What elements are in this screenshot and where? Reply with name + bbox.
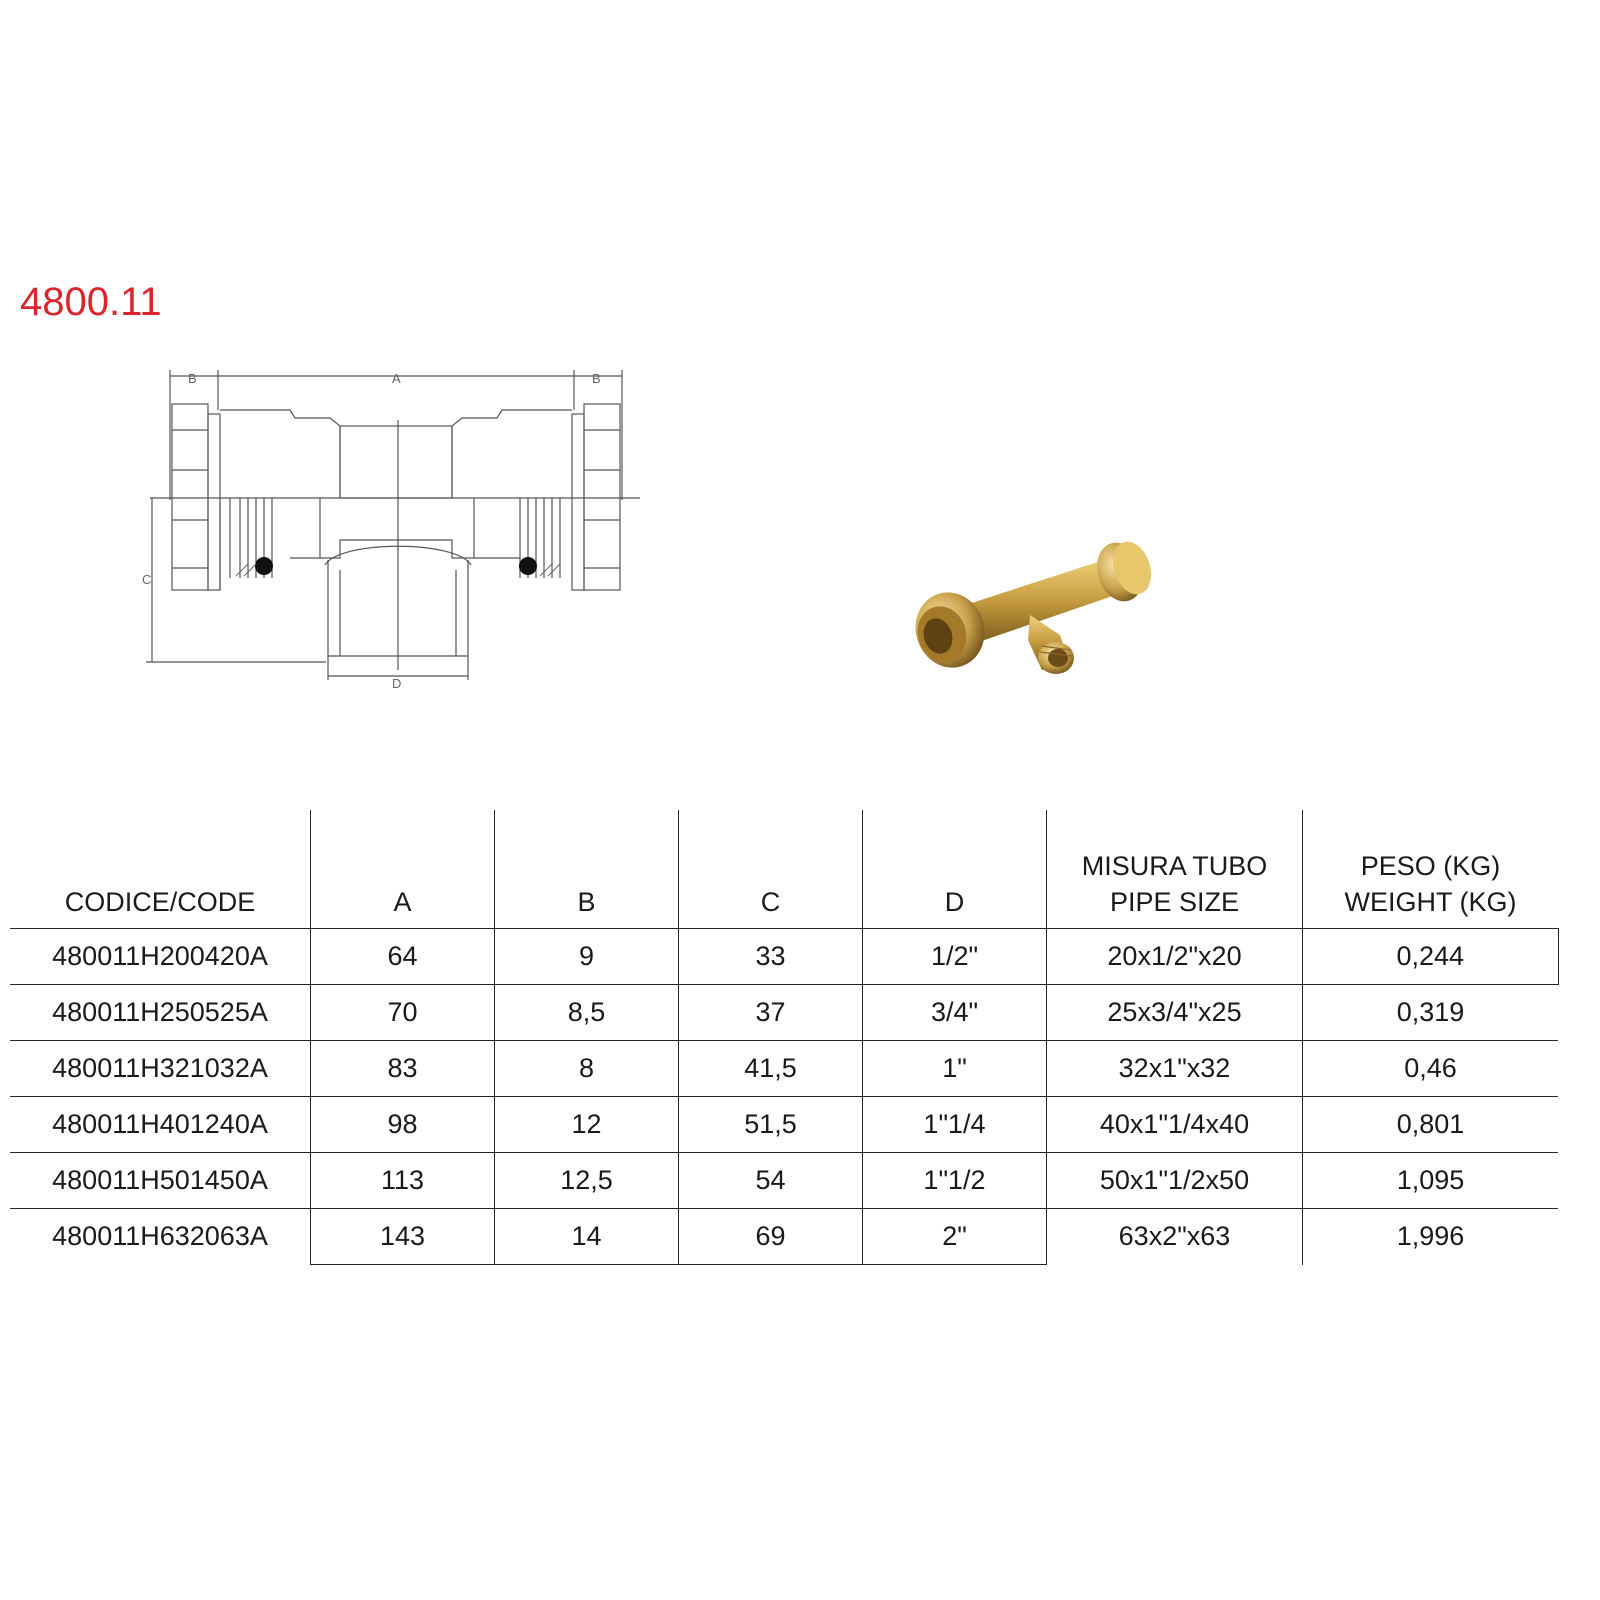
cell-code: 480011H250525A <box>10 985 311 1041</box>
product-photo <box>780 440 1300 780</box>
header-pipe-line2: PIPE SIZE <box>1109 887 1240 917</box>
header-c: C <box>679 810 863 929</box>
cell-pipe-size: 32x1"x32 <box>1047 1041 1303 1097</box>
header-b: B <box>495 810 679 929</box>
cell-pipe-size: 63x2"x63 <box>1047 1209 1303 1265</box>
cell-pipe-size: 20x1/2"x20 <box>1047 929 1303 985</box>
cell-d: 1/2" <box>863 929 1047 985</box>
cell-pipe-size: 50x1"1/2x50 <box>1047 1153 1303 1209</box>
header-weight <box>1303 810 1559 929</box>
header-weight-line1: PESO (KG) <box>1360 851 1501 881</box>
dim-label-b-right: B <box>592 371 601 386</box>
cell-c: 51,5 <box>679 1097 863 1153</box>
cell-code: 480011H632063A <box>10 1209 311 1265</box>
cell-d: 1"1/4 <box>863 1097 1047 1153</box>
cell-c: 54 <box>679 1153 863 1209</box>
cell-a: 83 <box>311 1041 495 1097</box>
cell-weight: 0,244 <box>1303 929 1559 985</box>
header-pipe-line1: MISURA TUBO <box>1081 851 1268 881</box>
cell-code: 480011H401240A <box>10 1097 311 1153</box>
cell-a: 64 <box>311 929 495 985</box>
cell-c: 33 <box>679 929 863 985</box>
table-row <box>10 929 1558 985</box>
table-row <box>10 1209 1558 1265</box>
cell-pipe-size: 25x3/4"x25 <box>1047 985 1303 1041</box>
cell-a: 113 <box>311 1153 495 1209</box>
cell-b: 8,5 <box>495 985 679 1041</box>
table-row <box>10 985 1558 1041</box>
dim-label-c: C <box>142 572 152 587</box>
cell-code: 480011H501450A <box>10 1153 311 1209</box>
cell-d: 1"1/2 <box>863 1153 1047 1209</box>
cell-d: 2" <box>863 1209 1047 1265</box>
dim-label-d: D <box>392 676 402 691</box>
o-ring-left <box>255 557 273 575</box>
cell-d: 3/4" <box>863 985 1047 1041</box>
dim-label-a: A <box>392 371 401 386</box>
table-row <box>10 1097 1558 1153</box>
o-ring-right <box>519 557 537 575</box>
cell-b: 12 <box>495 1097 679 1153</box>
cell-weight: 1,996 <box>1303 1209 1559 1265</box>
table-row <box>10 1153 1558 1209</box>
cell-code: 480011H200420A <box>10 929 311 985</box>
cell-b: 12,5 <box>495 1153 679 1209</box>
cell-pipe-size: 40x1"1/4x40 <box>1047 1097 1303 1153</box>
cell-c: 69 <box>679 1209 863 1265</box>
cell-b: 8 <box>495 1041 679 1097</box>
cell-b: 9 <box>495 929 679 985</box>
header-d: D <box>863 810 1047 929</box>
cell-a: 98 <box>311 1097 495 1153</box>
cell-weight: 1,095 <box>1303 1153 1559 1209</box>
cell-a: 70 <box>311 985 495 1041</box>
header-pipe-size <box>1047 810 1303 929</box>
table-header-row <box>10 810 1558 929</box>
cell-weight: 0,46 <box>1303 1041 1559 1097</box>
cell-c: 41,5 <box>679 1041 863 1097</box>
dim-label-b-left: B <box>188 371 197 386</box>
cell-weight: 0,801 <box>1303 1097 1559 1153</box>
header-code: CODICE/CODE <box>64 887 256 917</box>
cell-code: 480011H321032A <box>10 1041 311 1097</box>
cell-c: 37 <box>679 985 863 1041</box>
cell-d: 1" <box>863 1041 1047 1097</box>
header-a: A <box>311 810 495 929</box>
cell-weight: 0,319 <box>1303 985 1559 1041</box>
cell-a: 143 <box>311 1209 495 1265</box>
table-row <box>10 1041 1558 1097</box>
technical-drawing <box>140 370 660 710</box>
product-code-title: 4800.11 <box>20 280 162 324</box>
spec-table <box>10 810 1559 1265</box>
cell-b: 14 <box>495 1209 679 1265</box>
header-weight-line2: WEIGHT (KG) <box>1344 887 1517 917</box>
